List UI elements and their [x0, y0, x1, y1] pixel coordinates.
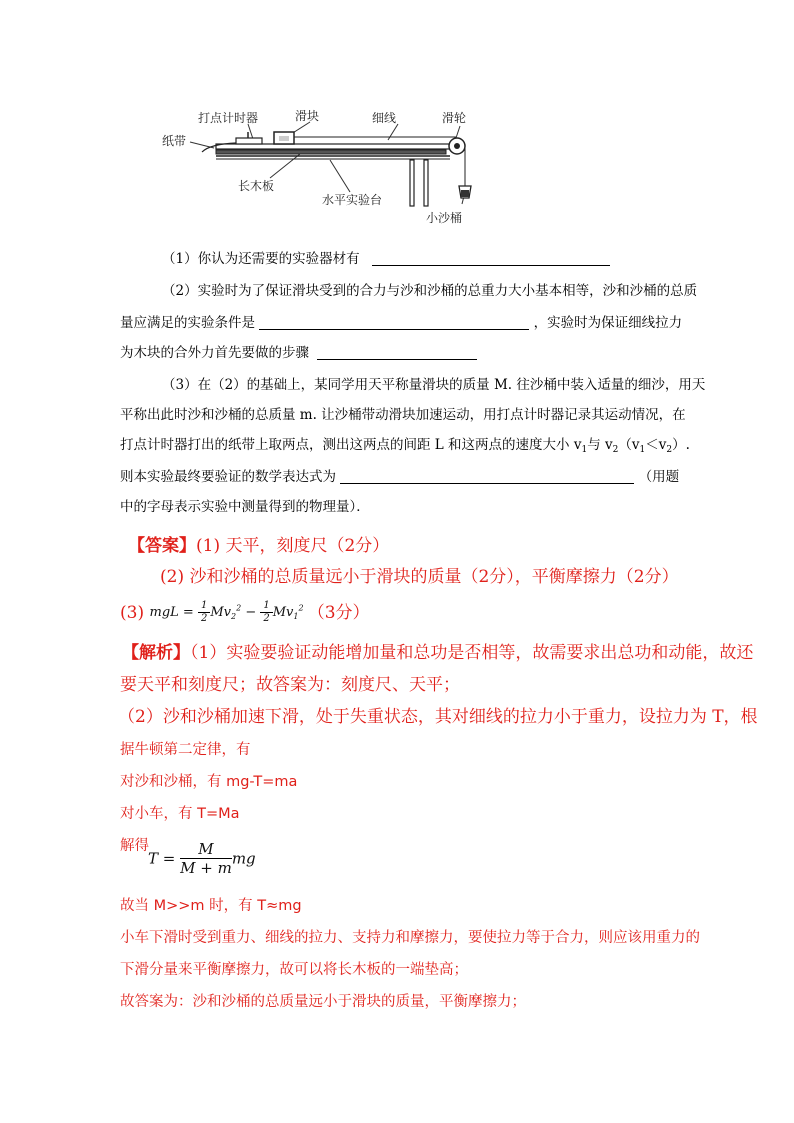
- label-timer: 打点计时器: [198, 111, 259, 125]
- analysis-line-1: [122, 642, 753, 664]
- formula-T: T =: [148, 849, 176, 868]
- sub-1: 1: [581, 445, 588, 455]
- question-1: [162, 250, 610, 268]
- question-3-line-3: [120, 436, 690, 459]
- answer-blank-2a[interactable]: [259, 315, 529, 330]
- formula-num: M: [180, 840, 232, 859]
- question-3-line-4: [120, 468, 679, 486]
- label-thread: 细线: [372, 111, 397, 125]
- analysis-text-1: （1）实验要验证动能增加量和总功是否相等，故需要求出总功和动能，故还: [190, 643, 754, 663]
- v1-sup: 2: [298, 604, 304, 613]
- question-3-text-g: （用题: [638, 469, 680, 485]
- analysis-line-7: 解得: [120, 838, 149, 854]
- sub-2b: 2: [666, 445, 673, 455]
- sub-1b: 1: [639, 445, 646, 455]
- answer-1: (1) 天平，刻度尺（2分）: [196, 536, 390, 556]
- question-1-text: （1）你认为还需要的实验器材有: [162, 251, 360, 267]
- q3-text-e: ）.: [672, 437, 690, 453]
- frac-num-2: 1: [260, 600, 272, 613]
- formula-tail: mg: [231, 849, 256, 868]
- answer-3-points: （3分）: [307, 603, 370, 624]
- label-pulley: 滑轮: [442, 111, 467, 125]
- frac-den-2: 2: [263, 613, 270, 625]
- question-2-line-3: [120, 344, 477, 362]
- answer-3-formula: [149, 600, 308, 625]
- analysis-line-10: 下滑分量来平衡摩擦力，故可以将长木板的一端垫高；: [120, 962, 468, 978]
- question-2-text-a: 量应满足的实验条件是: [120, 315, 255, 331]
- analysis-line-5: 对沙和沙桶，有 mg-T=ma: [120, 774, 298, 790]
- v1-sub: 1: [293, 612, 299, 622]
- experiment-diagram: [150, 100, 490, 240]
- q3-text-a: 打点计时器打出的纸带上取两点，测出这两点的间距 L 和这两点的速度大小 v: [120, 437, 582, 453]
- formula-left: mgL =: [149, 605, 194, 621]
- q3-text-c: （v: [618, 437, 640, 453]
- analysis-line-9: 小车下滑时受到重力、细线的拉力、支持力和摩擦力，要使拉力等于合力，则应该用重力的: [120, 930, 700, 946]
- mv-term-1: Mv: [210, 605, 231, 621]
- analysis-line-8: 故当 M>>m 时，有 T≈mg: [120, 898, 302, 914]
- analysis-formula: [148, 840, 256, 877]
- question-2-line-1: （2）实验时为了保证滑块受到的合力与沙和沙桶的总重力大小基本相等，沙和沙桶的总质: [162, 283, 698, 299]
- answer-line-2: (2) 沙和沙桶的总质量远小于滑块的质量（2分），平衡摩擦力（2分）: [160, 567, 679, 587]
- q3-text-d: ＜v: [645, 437, 667, 453]
- question-2-text-c: 为木块的合外力首先要做的步骤: [120, 345, 309, 361]
- sub-2: 2: [612, 445, 619, 455]
- analysis-line-4: 据牛顿第二定律，有: [120, 742, 251, 758]
- analysis-line-11: 故答案为：沙和沙桶的总质量远小于滑块的质量，平衡摩擦力；: [120, 994, 526, 1010]
- label-table: 水平实验台: [322, 193, 383, 207]
- label-board: 长木板: [238, 179, 275, 193]
- mv-term-2: Mv: [272, 605, 294, 621]
- v2-sup: 2: [236, 604, 242, 613]
- label-block: 滑块: [295, 109, 320, 123]
- answer-line-3: [120, 598, 370, 632]
- minus-sign: −: [245, 605, 257, 621]
- question-3-line-1: （3）在（2）的基础上，某同学用天平称量滑块的质量 M. 往沙桶中装入适量的细沙，用天: [162, 377, 706, 393]
- label-bucket: 小沙桶: [426, 211, 463, 225]
- v2-sub: 2: [230, 612, 237, 622]
- label-tape: 纸带: [162, 134, 187, 148]
- question-2-text-b: ，实验时为保证细线拉力: [533, 315, 683, 331]
- question-3-line-5: 中的字母表示实验中测量得到的物理量）．: [120, 499, 370, 515]
- question-2-line-2: [120, 314, 682, 332]
- analysis-line-3: （2）沙和沙桶加速下滑，处于失重状态，其对细线的拉力小于重力，设拉力为 T，根: [118, 707, 758, 727]
- analysis-tag: 【解析】: [122, 643, 190, 663]
- analysis-line-2: 要天平和刻度尺；故答案为：刻度尺、天平；: [120, 675, 460, 695]
- formula-den: M + m: [180, 859, 232, 877]
- q3-text-b: 与 v: [587, 437, 613, 453]
- answer-blank-2b[interactable]: [317, 345, 477, 360]
- answer-line-1: [128, 535, 389, 557]
- frac-num-1: 1: [198, 600, 210, 613]
- question-3-text-f: 则本实验最终要验证的数学表达式为: [120, 469, 336, 485]
- frac-den-1: 2: [200, 613, 208, 625]
- analysis-line-6: 对小车，有 T=Ma: [120, 806, 240, 822]
- question-3-line-2: 平称出此时沙和沙桶的总质量 m. 让沙桶带动滑块加速运动，用打点计时器记录其运动情况，在: [120, 407, 686, 423]
- answer-blank-3[interactable]: [340, 469, 634, 484]
- answer-3-prefix: (3): [120, 603, 145, 624]
- answer-blank-1[interactable]: [372, 251, 610, 266]
- answer-tag: 【答案】: [128, 536, 196, 556]
